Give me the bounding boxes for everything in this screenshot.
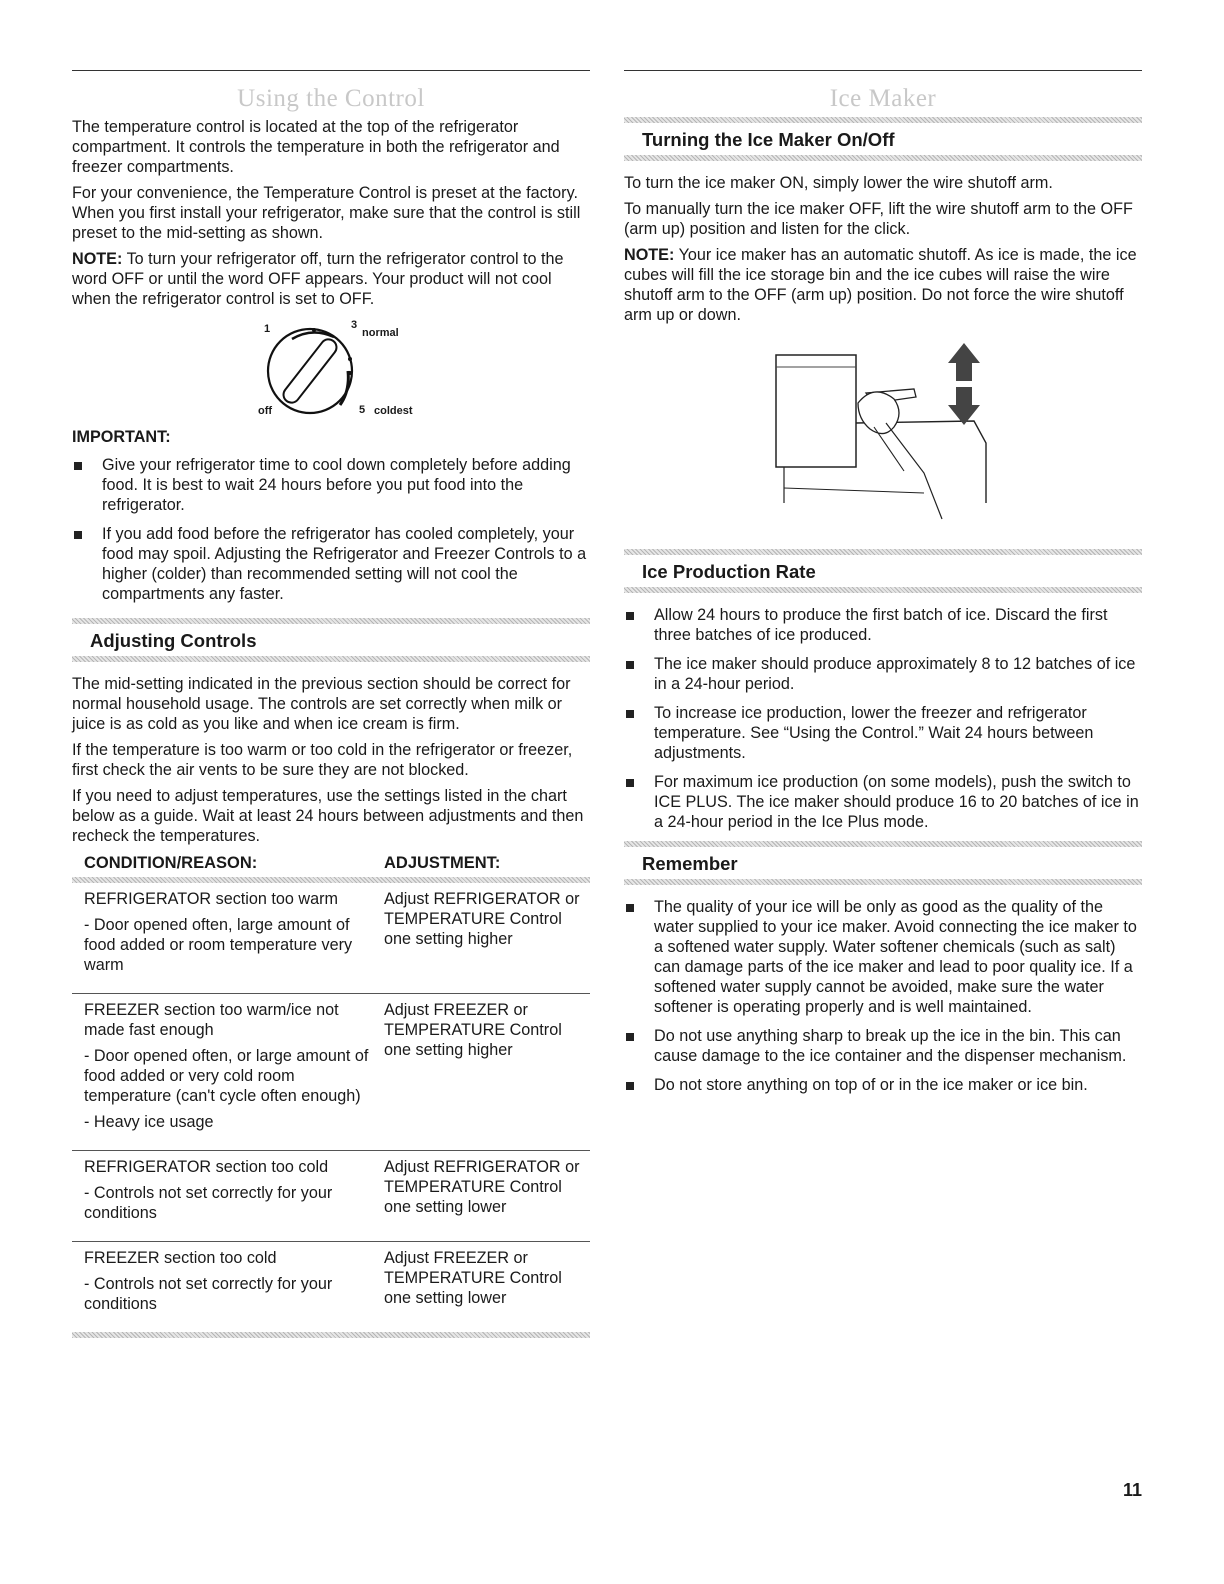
section-band [624,587,1142,593]
table-row [72,994,590,1151]
note-text: Your ice maker has an automatic shutoff. As ice is made, the ice cubes will fill the ice storage bin and the ice cubes will raise the wire shutoff arm to the OFF (arm up) position. Do not force the wire shutoff arm up or down. [624,246,1137,324]
list-item: The quality of your ice will be only as good as the quality of the water supplied to your ice maker. Avoid connecting the ice maker to a softened water supply. Water softener chemicals (such as salt) can damage parts of the ice maker and lead to poor quality ice. If a softened water supply cannot be avoided, make sure the water softener is operating properly and is well maintained. [624,897,1142,1017]
header-adjustment: ADJUSTMENT: [384,854,501,872]
ice-maker-figure [624,343,1142,523]
note-text: To turn your refrigerator off, turn the refrigerator control to the word OFF or until the word OFF appears. Your product will not cool when the refrigerator control is set to OFF. [72,250,564,308]
important-list [72,455,590,604]
condition-text: REFRIGERATOR section too cold [84,1158,329,1176]
condition-text: - Heavy ice usage [84,1113,214,1131]
temperature-dial-figure [72,321,590,419]
adjustment-text: Adjust REFRIGERATOR or TEMPERATURE Control one setting lower [372,1151,590,1242]
dial-label-normal: normal [362,327,399,339]
adjustment-text: Adjust REFRIGERATOR or TEMPERATURE Control one setting higher [384,890,580,948]
subsection-title-remember: Remember [642,853,738,874]
dial-label-coldest: coldest [374,405,413,417]
adjusting-paragraph: If you need to adjust temperatures, use the settings listed in the chart below as a guide. Wait at least 24 hours between adjustments and then recheck the temperatures. [72,787,584,845]
condition-text: - Door opened often, or large amount of food added or very cold room temperature (can't cycle often enough) [84,1047,369,1105]
dial-label-3: 3 [351,319,358,331]
condition-text: - Controls not set correctly for your conditions [84,1275,333,1313]
table-row [72,1242,590,1333]
list-item: For maximum ice production (on some models), push the switch to ICE PLUS. The ice maker should produce 16 to 20 batches of ice in a 24-hour period in the Ice Plus mode. [624,772,1142,832]
table-row [72,1151,590,1242]
section-title-using-control: Using the Control [237,85,425,112]
ice-maker-illustration [774,343,994,523]
top-rule [72,70,590,71]
list-item: To increase ice production, lower the freezer and refrigerator temperature. See “Using the Control.” Wait 24 hours between adjustments. [624,703,1142,763]
production-list [624,605,1142,832]
note-paragraph [624,245,1142,325]
condition-text: REFRIGERATOR section too warm [84,890,338,908]
onoff-paragraph: To turn the ice maker ON, simply lower the wire shutoff arm. [624,174,1053,192]
condition-text: - Controls not set correctly for your conditions [84,1184,333,1222]
top-rule [624,70,1142,71]
remember-list [624,897,1142,1095]
section-band [624,879,1142,885]
list-item: Give your refrigerator time to cool down completely before adding food. It is best to wait 24 hours before you put food into the refrigerator. [72,455,590,515]
dial-illustration [252,321,452,419]
dial-label-5: 5 [359,404,366,416]
section-band [72,656,590,662]
section-title-ice-maker: Ice Maker [829,85,937,112]
list-item: The ice maker should produce approximately 8 to 12 batches of ice in a 24-hour period. [624,654,1142,694]
condition-text: FREEZER section too warm/ice not made fast enough [84,1001,339,1039]
table-header-row [72,852,590,877]
adjustment-text: Adjust FREEZER or TEMPERATURE Control one setting lower [372,1242,590,1333]
left-column [72,70,590,1338]
header-condition: CONDITION/REASON: [84,854,258,872]
adjusting-paragraph: If the temperature is too warm or too cold in the refrigerator or freezer, first check the air vents to be sure they are not blocked. [72,741,573,779]
subsection-title-production: Ice Production Rate [642,561,816,582]
condition-text: FREEZER section too cold [84,1249,277,1267]
onoff-paragraph: To manually turn the ice maker OFF, lift the wire shutoff arm to the OFF (arm up) position and listen for the click. [624,200,1133,238]
dial-label-off: off [258,405,273,417]
section-band [624,155,1142,161]
adjustment-text: Adjust FREEZER or TEMPERATURE Control one setting higher [372,994,590,1151]
table-row [72,883,590,994]
subsection-title-adjusting: Adjusting Controls [90,630,257,651]
note-label: NOTE: [624,246,675,264]
note-label: NOTE: [72,250,123,268]
page-number: 11 [1122,1480,1142,1500]
list-item: Do not use anything sharp to break up the ice in the bin. This can cause damage to the ice container and the dispenser mechanism. [624,1026,1142,1066]
intro-paragraph: For your convenience, the Temperature Control is preset at the factory. When you first install your refrigerator, make sure that the control is still preset to the mid-setting as shown. [72,184,581,242]
adjusting-paragraph: The mid-setting indicated in the previous section should be correct for normal household usage. The controls are set correctly when milk or juice is as cold as you like and when ice cream is firm. [72,675,571,733]
dial-label-1: 1 [264,323,271,335]
note-paragraph [72,249,590,309]
intro-paragraph: The temperature control is located at the top of the refrigerator compartment. It controls the temperature in both the refrigerator and freezer compartments. [72,118,560,176]
list-item: Do not store anything on top of or in the ice maker or ice bin. [624,1075,1142,1095]
list-item: Allow 24 hours to produce the first batch of ice. Discard the first three batches of ice produced. [624,605,1142,645]
right-column [624,70,1142,1104]
table-band [72,1332,590,1338]
condition-text: - Door opened often, large amount of food added or room temperature very warm [84,916,353,974]
subsection-title-onoff: Turning the Ice Maker On/Off [642,129,895,150]
important-label: IMPORTANT: [72,428,171,446]
adjustment-table [72,852,590,1338]
list-item: If you add food before the refrigerator has cooled completely, your food may spoil. Adjusting the Refrigerator and Freezer Controls to a higher (colder) than recommended setting will not cool the compartments any faster. [72,524,590,604]
